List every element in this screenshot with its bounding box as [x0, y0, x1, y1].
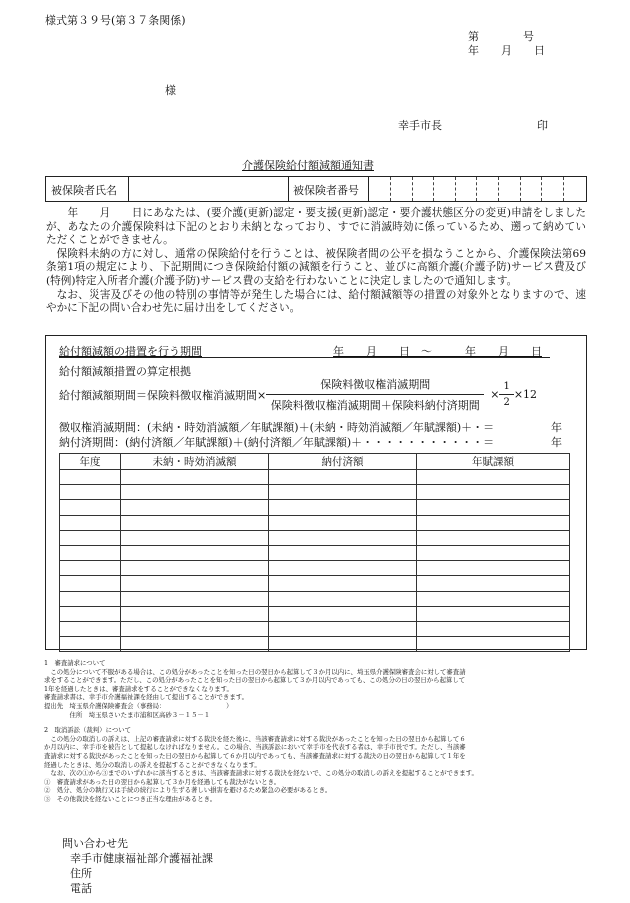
note-line: なお、次の①から③までのいずれかに該当するときは、当該審査請求に対する裁決を経ないで、この処分の取消しの訴えを提起することができます。: [44, 769, 478, 778]
table-cell[interactable]: [269, 545, 417, 560]
table-cell[interactable]: [269, 637, 417, 652]
reduction-measure-box: [45, 335, 587, 650]
note-line: この処分について不服がある場合は、この処分があったことを知った日の翌日から起算して３か月以内に、埼玉県介護保険審査会に対して審査請: [44, 667, 466, 676]
contact-department: 幸手市健康福祉部介護福祉課: [70, 852, 213, 865]
table-row: [60, 637, 570, 652]
half-numerator: 1: [499, 381, 513, 395]
paid-period-formula: 納付済期間：(納付済額／年賦課額)＋(納付済額／年賦課額)＋・・・・・・・・・・・＝: [59, 436, 495, 449]
note-line: 1年を経過したときは、審査請求をすることができなくなります。: [44, 684, 233, 693]
header-paid-amount: 納付済額: [269, 454, 417, 470]
extinct-period-unit: 年: [551, 421, 562, 434]
table-cell[interactable]: [60, 545, 121, 560]
table-cell[interactable]: [121, 561, 269, 576]
table-cell[interactable]: [417, 500, 570, 515]
table-cell[interactable]: [417, 606, 570, 621]
formula-times: ×: [490, 388, 500, 401]
formula-left: 給付額減額期間＝保険料徴収権消滅期間×: [59, 388, 267, 402]
table-row: [60, 500, 570, 515]
table-row: [60, 470, 570, 485]
fraction-denominator: 保険料徴収権消滅期間＋保険料納付済期間: [270, 399, 480, 412]
half-denominator: 2: [503, 397, 510, 408]
addressee-suffix: 様: [165, 84, 176, 97]
table-cell[interactable]: [417, 530, 570, 545]
form-number: 様式第３９号(第３７条関係): [45, 14, 186, 27]
table-body: [60, 470, 570, 652]
table-cell[interactable]: [269, 530, 417, 545]
table-cell[interactable]: [60, 530, 121, 545]
period-label: 給付額減額の措置を行う期間: [59, 345, 202, 358]
paid-period-unit: 年: [551, 436, 562, 449]
table-row: [60, 545, 570, 560]
contact-address-label: 住所: [70, 867, 92, 880]
table-cell[interactable]: [60, 561, 121, 576]
note-line: 経過したときは、処分の取消しの訴えを提起することができなくなります。: [44, 760, 261, 769]
note-line: 提出先 埼玉県介護保険審査会（事務局： ）: [44, 701, 233, 710]
table-row: [60, 515, 570, 530]
table-cell[interactable]: [60, 621, 121, 636]
extinct-period-formula: 徴収権消滅期間：(未納・時効消滅額／年賦課額)＋(未納・時効消滅額／年賦課額)＋・＝: [59, 421, 495, 434]
table-cell[interactable]: [417, 621, 570, 636]
table-row: [60, 591, 570, 606]
table-cell[interactable]: [60, 470, 121, 485]
note-line: ③ その他裁決を経ないことにつき正当な理由があるとき。: [44, 794, 217, 803]
formula-times-12: ×12: [513, 388, 538, 401]
note-line: か月以内に、幸手市を被告として提起しなければなりません。この場合、当該訴訟において幸手市を代表する者は、幸手市長です。ただし、当該審: [44, 743, 466, 752]
table-cell[interactable]: [417, 591, 570, 606]
issuer-name: 幸手市長: [398, 119, 442, 132]
table-cell[interactable]: [121, 470, 269, 485]
insured-info-table: [45, 176, 587, 202]
payment-history-table: [59, 453, 570, 652]
note-line: 査請求に対する裁決があったことを知った日の翌日から起算して６か月以内であっても、当該審査請求に対する裁決の日の翌日から起算して１年を: [44, 751, 466, 760]
document-title: 介護保険給付額減額通知書: [242, 159, 374, 172]
seal-mark: 印: [537, 119, 548, 132]
table-cell[interactable]: [60, 515, 121, 530]
table-row: [60, 606, 570, 621]
table-row: [60, 561, 570, 576]
table-cell[interactable]: [121, 500, 269, 515]
note-2: [44, 726, 604, 803]
note-1: [44, 659, 604, 719]
header-fiscal-year: 年度: [60, 454, 121, 470]
note-line: ① 審査請求があった日の翌日から起算して３か月を経過しても裁決がないとき。: [44, 777, 281, 786]
table-cell[interactable]: [417, 545, 570, 560]
table-cell[interactable]: [121, 637, 269, 652]
table-cell[interactable]: [269, 606, 417, 621]
header-annual-levy: 年賦課額: [417, 454, 570, 470]
note-line: 審査請求書は、幸手市介護福祉課を経由して提出することができます。: [44, 693, 248, 702]
table-cell[interactable]: [121, 621, 269, 636]
table-row: [60, 621, 570, 636]
table-cell[interactable]: [269, 470, 417, 485]
body-paragraph-1: 年 月 日にあなたは、(要介護(更新)認定・要支援(更新)認定・要介護状態区分の変更)申請をしましたが、あなたの介護保険料は下記のとおり未納となっており、すでに消滅時効に係っているため、遡って納めていただくことができません。: [46, 207, 586, 247]
half-fraction: [499, 381, 513, 408]
table-cell[interactable]: [60, 500, 121, 515]
table-cell[interactable]: [269, 561, 417, 576]
table-cell[interactable]: [121, 485, 269, 500]
table-cell[interactable]: [417, 561, 570, 576]
body-paragraph-3: なお、災害及びその他の特別の事情等が発生した場合には、給付額減額等の措置の対象外となりますので、速やかに下記の問い合わせ先に届け出をしてください。: [46, 288, 586, 315]
note-line: 住所 埼玉県さいたま市浦和区高砂３－１５－１: [44, 710, 211, 719]
note-line: 求をすることができます。ただし、この処分があったことを知った日の翌日から起算して３か月以内であっても、この処分の日の翌日から起算して: [44, 676, 466, 685]
table-cell[interactable]: [121, 515, 269, 530]
table-cell[interactable]: [60, 576, 121, 591]
note-line: この処分の取消しの訴えは、上記の審査請求に対する裁決を経た後に、当該審査請求に対する裁決があったことを知った日の翌日から起算して６: [44, 734, 466, 743]
table-cell[interactable]: [417, 576, 570, 591]
table-cell[interactable]: [417, 515, 570, 530]
document-number: 第 号: [468, 30, 534, 43]
issue-date: 年 月 日: [468, 44, 545, 57]
table-cell[interactable]: [121, 591, 269, 606]
note-line: ② 処分、処分の執行又は手続の続行により生ずる著しい損害を避けるため緊急の必要があるとき。: [44, 786, 332, 795]
table-cell[interactable]: [60, 637, 121, 652]
table-cell[interactable]: [269, 500, 417, 515]
table-row: [60, 485, 570, 500]
table-cell[interactable]: [60, 606, 121, 621]
period-value: 年 月 日 ～ 年 月 日: [333, 345, 542, 358]
formula-fraction: [266, 376, 484, 413]
appeal-notes: [44, 659, 604, 804]
note-line: 2 取消訴訟（裁判）について: [44, 726, 132, 735]
table-cell[interactable]: [269, 591, 417, 606]
table-cell[interactable]: [60, 485, 121, 500]
insured-name-label: 被保険者氏名: [51, 184, 117, 197]
table-cell[interactable]: [417, 485, 570, 500]
basis-label: 給付額減額措置の算定根拠: [59, 365, 191, 378]
notice-body: [46, 207, 586, 316]
table-cell[interactable]: [121, 606, 269, 621]
table-row: [60, 530, 570, 545]
table-cell[interactable]: [417, 470, 570, 485]
table-cell[interactable]: [121, 576, 269, 591]
header-unpaid-amount: 未納・時効消滅額: [121, 454, 269, 470]
contact-heading: 問い合わせ先: [62, 837, 128, 850]
table-cell[interactable]: [269, 485, 417, 500]
reduction-formula: [59, 376, 537, 413]
fraction-numerator: 保険料徴収権消滅期間: [266, 376, 484, 395]
table-cell[interactable]: [269, 576, 417, 591]
table-cell[interactable]: [269, 621, 417, 636]
insured-number-label: 被保険者番号: [293, 184, 359, 197]
table-cell[interactable]: [121, 545, 269, 560]
table-row: [60, 576, 570, 591]
note-line: 1 審査請求について: [44, 659, 106, 667]
body-paragraph-2: 保険料未納の方に対し、通常の保険給付を行うことは、被保険者間の公平を損なうことから、介護保険法第69条第1項の規定により、下記期間につき保険給付額の減額を行うこと、並びに高額介護(介護予防)サービス費及び(特例)特定入所者介護(介護予防)サービス費の支給を行わないことに決定しましたので通知します。: [46, 247, 586, 287]
table-cell[interactable]: [60, 591, 121, 606]
table-cell[interactable]: [121, 530, 269, 545]
table-cell[interactable]: [269, 515, 417, 530]
table-cell[interactable]: [417, 637, 570, 652]
table-header-row: [60, 454, 570, 470]
contact-phone-label: 電話: [70, 882, 92, 895]
